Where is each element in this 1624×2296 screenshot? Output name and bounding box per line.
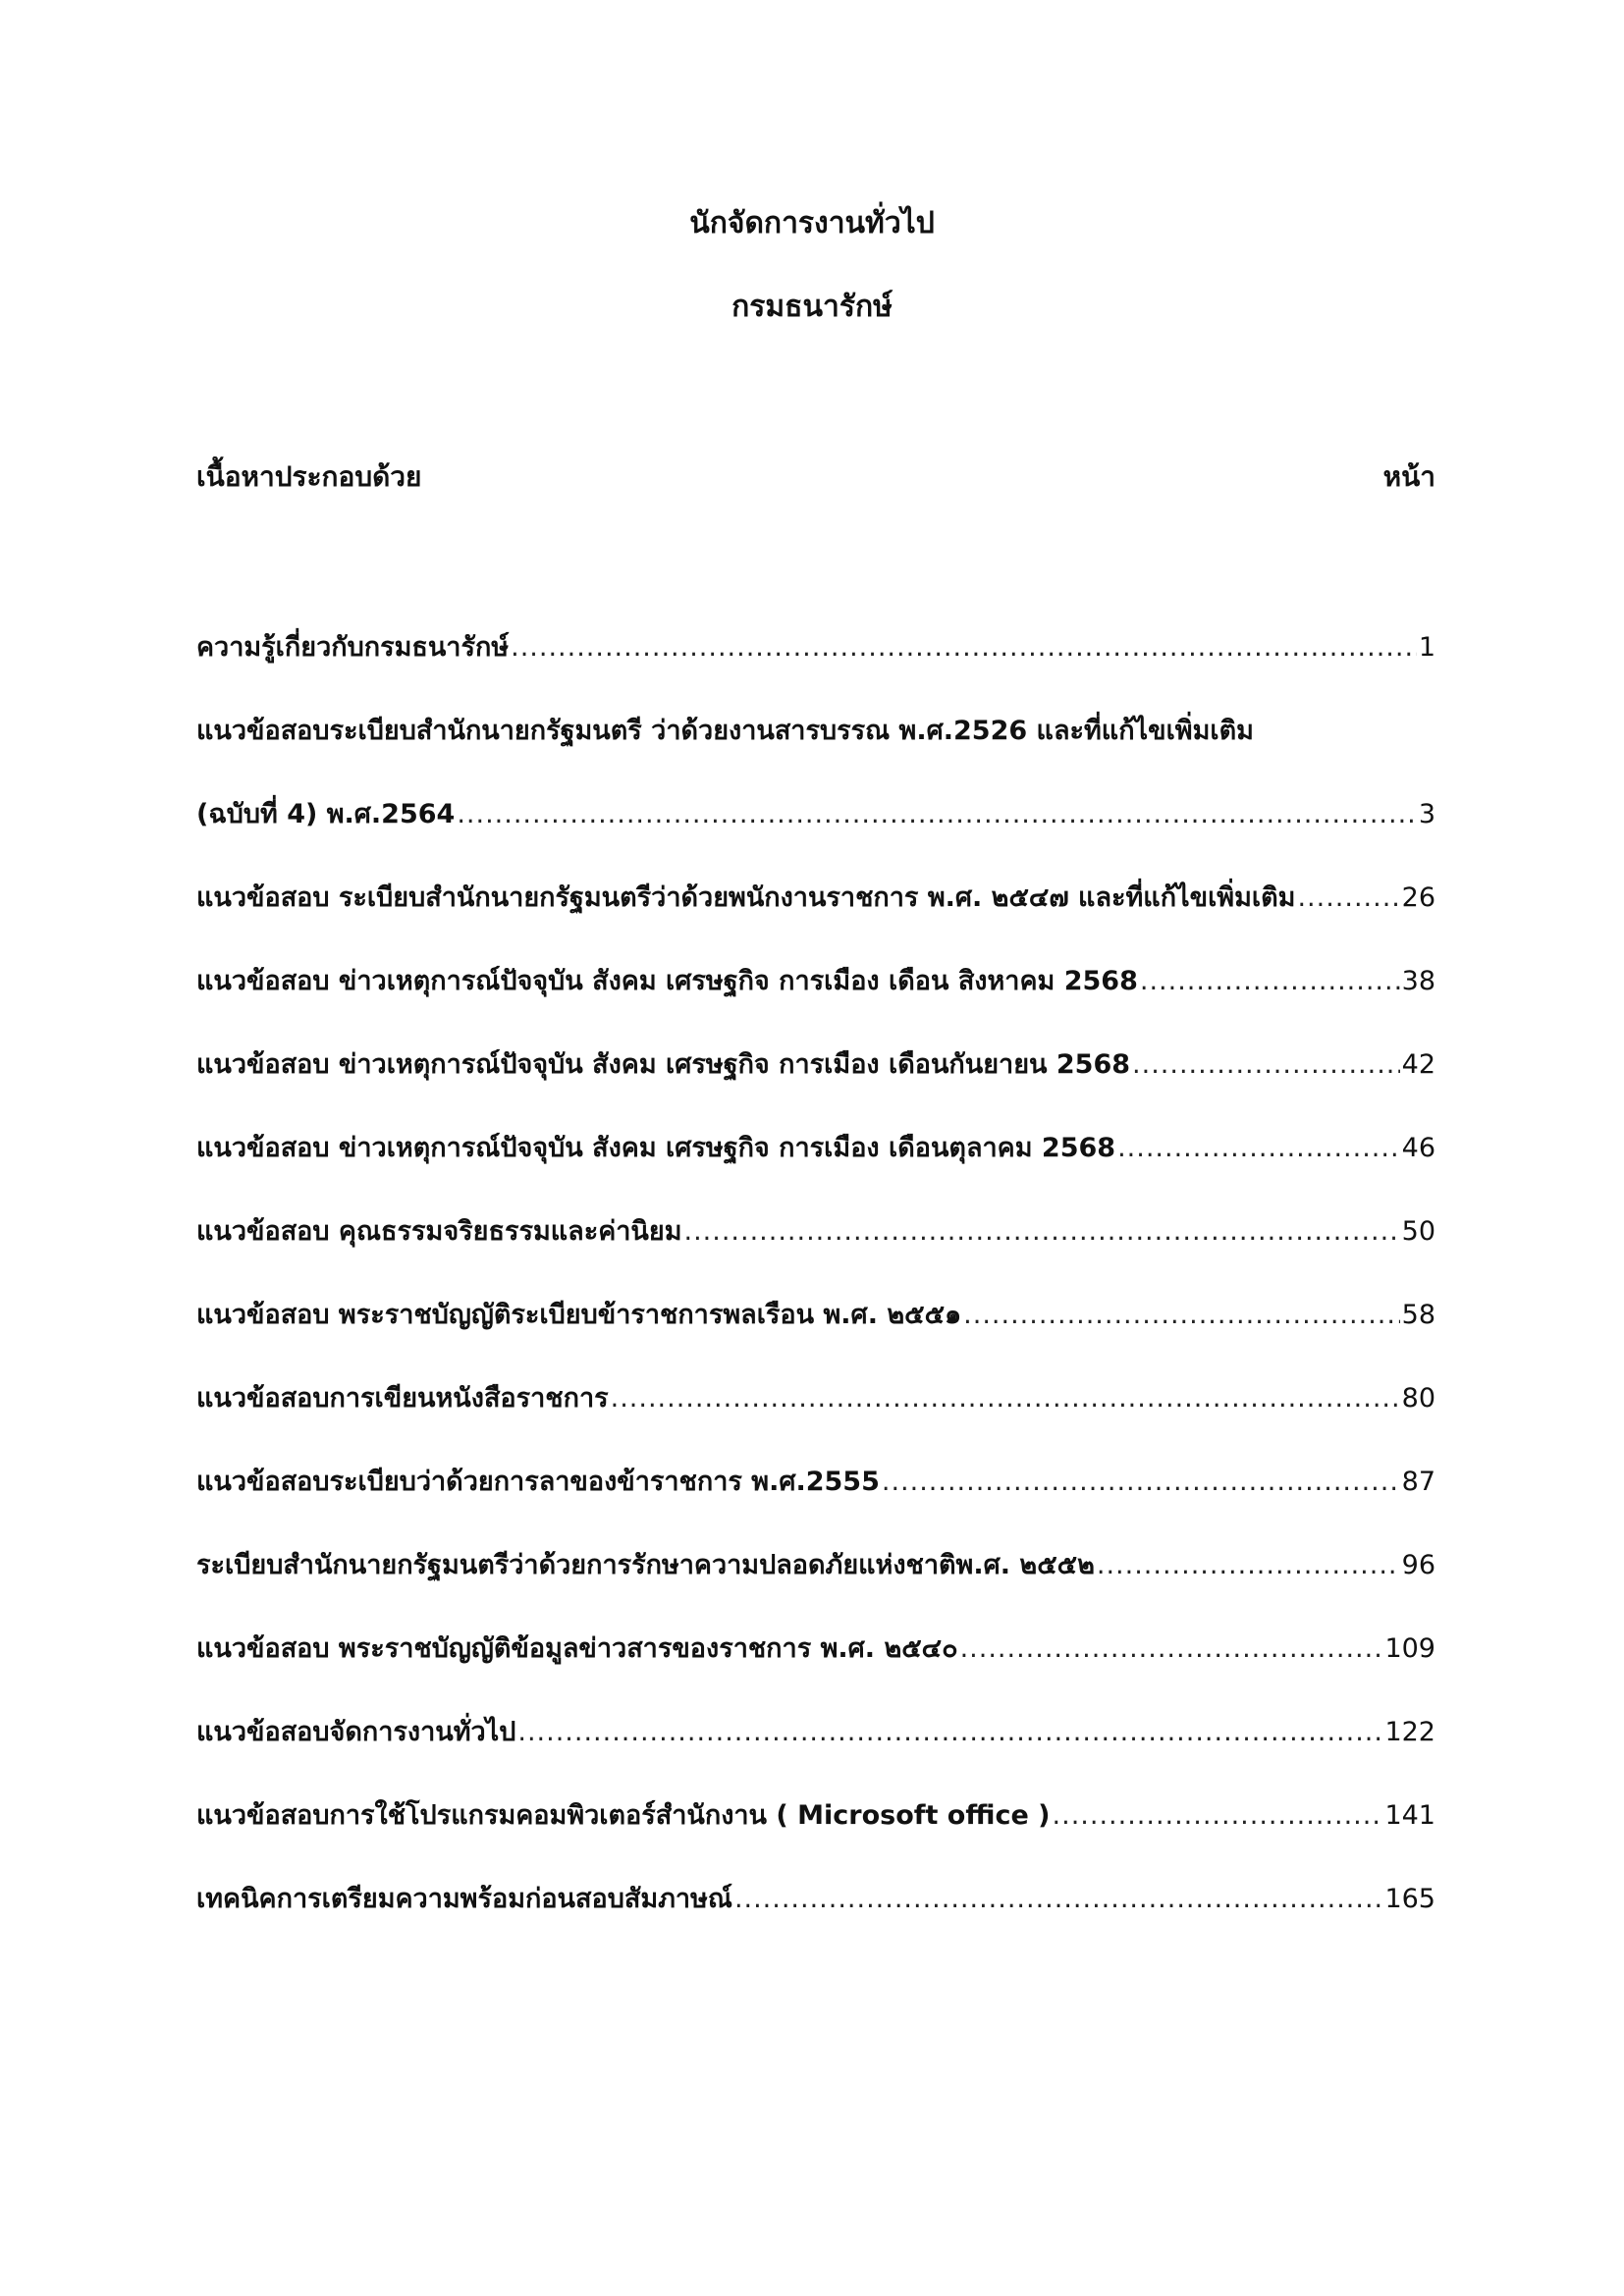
toc-entry-label: ความรู้เกี่ยวกับกรมธนารักษ์ [196, 632, 510, 663]
toc-entry-page: 38 [1401, 966, 1435, 996]
toc-entry-label: แนวข้อสอบ ข่าวเหตุการณ์ปัจจุบัน สังคม เศรษฐกิจ การเมือง เดือนกันยายน 2568 [196, 1049, 1131, 1080]
toc-entry[interactable] [196, 1127, 1435, 1210]
toc-entry[interactable] [196, 710, 1435, 793]
toc-entry-label: แนวข้อสอบ คุณธรรมจริยธรรมและค่านิยม [196, 1216, 682, 1247]
toc-entry-label: ระเบียบสำนักนายกรัฐมนตรีว่าด้วยการรักษาความปลอดภัยแห่งชาติพ.ศ. ๒๕๕๒ [196, 1550, 1095, 1580]
toc-entry-page: 50 [1401, 1216, 1435, 1247]
toc-entry[interactable] [196, 1711, 1435, 1794]
dot-leader [960, 1628, 1383, 1671]
toc-entry[interactable] [196, 1794, 1435, 1878]
toc-entry[interactable] [196, 626, 1435, 710]
toc-entry-page: 109 [1384, 1633, 1435, 1664]
toc-header-page: หน้า [1382, 460, 1435, 493]
toc-entry[interactable] [196, 793, 1435, 877]
toc-entry-label: แนวข้อสอบระเบียบว่าด้วยการลาของข้าราชการ พ.ศ.2555 [196, 1467, 880, 1497]
toc-entry[interactable] [196, 1628, 1435, 1711]
toc-entry-label: แนวข้อสอบ พระราชบัญญัติระเบียบข้าราชการพลเรือน พ.ศ. ๒๕๕๑ [196, 1300, 962, 1330]
dot-leader [1117, 1127, 1400, 1170]
toc-entry[interactable] [196, 1377, 1435, 1461]
dot-leader [611, 1377, 1400, 1420]
toc-entry-page: 165 [1384, 1884, 1435, 1914]
dot-leader [517, 1711, 1382, 1754]
toc-entry-page: 3 [1418, 799, 1435, 829]
toc-entry[interactable] [196, 1294, 1435, 1377]
dot-leader [1097, 1544, 1400, 1587]
dot-leader [963, 1294, 1399, 1337]
dot-leader [882, 1461, 1400, 1504]
dot-leader [1297, 877, 1399, 920]
toc-entry[interactable] [196, 1544, 1435, 1628]
toc-entry[interactable] [196, 1210, 1435, 1294]
toc-entry[interactable] [196, 1461, 1435, 1544]
dot-leader [1140, 960, 1400, 1003]
toc-entry-label: แนวข้อสอบ ข่าวเหตุการณ์ปัจจุบัน สังคม เศรษฐกิจ การเมือง เดือนตุลาคม 2568 [196, 1133, 1116, 1163]
document-title: นักจัดการงานทั่วไป [689, 206, 935, 240]
toc-header-label: เนื้อหาประกอบด้วย [196, 460, 422, 493]
dot-leader [1132, 1043, 1400, 1087]
toc-entry-page: 26 [1401, 882, 1435, 913]
dot-leader [1053, 1794, 1383, 1838]
toc-entry-label: (ฉบับที่ 4) พ.ศ.2564 [196, 799, 456, 829]
toc-entry-label: เทคนิคการเตรียมความพร้อมก่อนสอบสัมภาษณ์ [196, 1884, 732, 1914]
toc-entry-label: แนวข้อสอบจัดการงานทั่วไป [196, 1717, 516, 1747]
toc-entry-label: แนวข้อสอบการเขียนหนังสือราชการ [196, 1383, 609, 1414]
toc-entry[interactable] [196, 1043, 1435, 1127]
toc-entry-page: 141 [1384, 1800, 1435, 1831]
toc-entry-page: 96 [1401, 1550, 1435, 1580]
dot-leader [684, 1210, 1400, 1254]
toc-entry-page: 1 [1418, 632, 1435, 663]
toc-entry-page: 58 [1401, 1300, 1435, 1330]
toc-entry[interactable] [196, 877, 1435, 960]
toc-entry[interactable] [196, 960, 1435, 1043]
toc-entry-page: 42 [1401, 1049, 1435, 1080]
toc-entry-label: แนวข้อสอบการใช้โปรแกรมคอมพิวเตอร์สำนักงาน ( Microsoft office ) [196, 1800, 1051, 1831]
dot-leader [734, 1878, 1383, 1921]
toc-entry-page: 80 [1401, 1383, 1435, 1414]
toc-entry-page: 46 [1401, 1133, 1435, 1163]
toc-entry-label: แนวข้อสอบ พระราชบัญญัติข้อมูลข่าวสารของราชการ พ.ศ. ๒๕๔๐ [196, 1633, 958, 1664]
toc-entry-page: 122 [1384, 1717, 1435, 1747]
dot-leader [457, 793, 1416, 836]
dot-leader [511, 626, 1417, 669]
table-of-contents [196, 626, 1435, 1961]
toc-entry-label: แนวข้อสอบ ระเบียบสำนักนายกรัฐมนตรีว่าด้วยพนักงานราชการ พ.ศ. ๒๕๔๗ และที่แก้ไขเพิ่มเติม [196, 882, 1296, 913]
toc-header [196, 457, 1435, 497]
toc-entry-label: แนวข้อสอบ ข่าวเหตุการณ์ปัจจุบัน สังคม เศรษฐกิจ การเมือง เดือน สิงหาคม 2568 [196, 966, 1138, 996]
document-subtitle: กรมธนารักษ์ [731, 290, 893, 324]
toc-entry[interactable] [196, 1878, 1435, 1961]
toc-entry-page: 87 [1401, 1467, 1435, 1497]
toc-entry-label: แนวข้อสอบระเบียบสำนักนายกรัฐมนตรี ว่าด้วยงานสารบรรณ พ.ศ.2526 และที่แก้ไขเพิ่มเติม [196, 716, 1254, 746]
